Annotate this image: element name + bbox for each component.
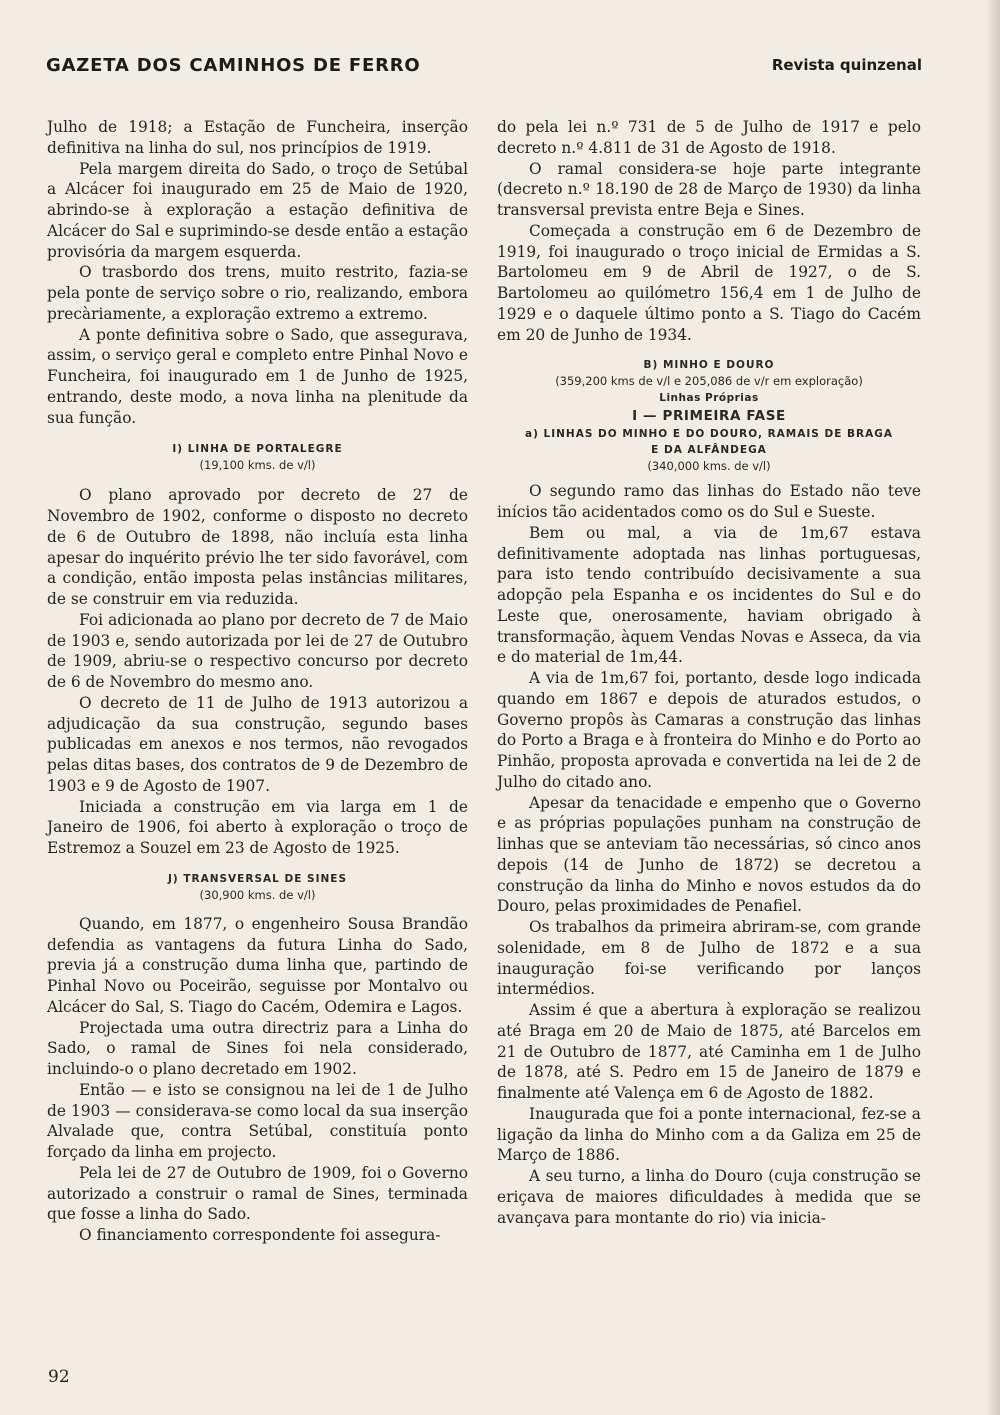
section-heading-minho-douro <box>497 357 921 475</box>
subsection-subtitle: (340,000 kms. de v/l) <box>647 459 771 474</box>
paragraph: O ramal considera-se hoje parte integrante (decreto n.º 18.190 de 28 de Março de 1930) da linha transversal prevista entre Beja e Sines. <box>497 159 921 219</box>
paragraph: Quando, em 1877, o engenheiro Sousa Brandão defendia as vantagens da futura Linha do Sado, previa já a construção duma linha que, partindo de Pinhal Novo ou Poceirão, seguisse por Montalvo ou Alcácer do Sal, S. Tiago do Cacém, Odemira e Lagos. <box>47 914 468 1016</box>
paragraph: Julho de 1918; a Estação de Funcheira, inserção definitiva na linha do sul, nos princípios de 1919. <box>47 118 468 157</box>
paragraph: O decreto de 11 de Julho de 1913 autorizou a adjudicação da sua construção, segundo bases publicadas em anexos e nos termos, não revogados pelas ditas bases, dos contratos de 9 de Dezembro de 1903 e 9 de Agosto de 1907. <box>47 693 468 795</box>
paragraph: Começada a construção em 6 de Dezembro de 1919, foi inaugurado o troço inicial de Ermidas a S. Bartolomeu em 9 de Abril de 1927, o de S. Bartolomeu ao quilómetro 156,4 em 1 de Julho de 1929 e o daquele último ponto a S. Tiago do Cacém em 20 de Junho de 1934. <box>497 221 921 344</box>
subsection-title-cont: E DA ALFÂNDEGA <box>651 444 767 457</box>
section-title: I) LINHA DE PORTALEGRE <box>172 443 343 456</box>
journal-subtitle: Revista quinzenal <box>771 56 922 74</box>
paragraph: Bem ou mal, a via de 1m,67 estava definitivamente adoptada nas linhas portuguesas, para isto tendo contribuído decisivamente a sua adopção pela Espanha e os incidentes do Sul e do Leste que, onerosamente, haviam obrigado à transformação, àquem Vendas Novas e Asseca, da via e do material de 1m,44. <box>497 523 921 667</box>
paragraph: O segundo ramo das linhas do Estado não teve inícios tão acidentados como os do Sul e Sueste. <box>497 482 921 521</box>
section-heading-portalegre <box>47 441 468 474</box>
journal-title: GAZETA DOS CAMINHOS DE FERRO <box>46 55 421 76</box>
right-column <box>497 117 921 1228</box>
page-number: 92 <box>48 1367 70 1387</box>
left-column <box>47 117 468 1246</box>
paragraph: A via de 1m,67 foi, portanto, desde logo indicada quando em 1867 e depois de aturados estudos, o Governo propôs às Camaras a construção das linhas do Porto a Braga e à fronteira do Minho e do Porto ao Pinhão, proposta aprovada e convertida na lei de 2 de Julho do citado ano. <box>497 669 921 791</box>
subsection-title: a) LINHAS DO MINHO E DO DOURO, RAMAIS DE BRAGA <box>525 428 893 441</box>
paragraph: Pela margem direita do Sado, o troço de Setúbal a Alcácer foi inaugurado em 25 de Maio de 1920, abrindo-se à exploração a estação definitiva de Alcácer do Sal e suprimindo-se desde então a estação provisória da margem esquerda. <box>47 159 468 261</box>
section-phase: I — PRIMEIRA FASE <box>632 408 786 425</box>
paragraph: O plano aprovado por decreto de 27 de Novembro de 1902, conforme o disposto no decreto de 6 de Outubro de 1898, não incluía esta linha apesar do inquérito prévio lhe ter sido favorável, com a condição, então imposta pelas instâncias militares, de se construir em via reduzida. <box>47 486 468 608</box>
paragraph: Os trabalhos da primeira abriram-se, com grande solenidade, em 8 de Julho de 1872 e a sua inauguração foi-se verificando por lanços intermédios. <box>497 918 921 999</box>
section-subtitle: (30,900 kms. de v/l) <box>199 887 316 902</box>
paragraph: Projectada uma outra directriz para a Linha do Sado, o ramal de Sines foi nela considerado, incluindo-o o plano decretado em 1902. <box>47 1018 468 1078</box>
paragraph: Apesar da tenacidade e empenho que o Governo e as próprias populações punham na construção de linhas que se anteviam tão necessárias, só cinco anos depois (14 de Junho de 1872) se decretou a construção da linha do Minho e novos estudos da do Douro, pelas proximidades de Penafiel. <box>497 793 921 916</box>
paragraph: Então — e isto se consignou na lei de 1 de Julho de 1903 — considerava-se como local da sua inserção Alvalade que, contra Setúbal, constituía ponto forçado da linha em projecto. <box>47 1080 468 1161</box>
paragraph: Assim é que a abertura à exploração se realizou até Braga em 20 de Maio de 1875, até Barcelos em 21 de Outubro de 1877, até Caminha em 1 de Julho de 1878, até S. Pedro em 15 de Janeiro de 1879 e finalmente até Valença em 6 de Agosto de 1882. <box>497 1001 921 1102</box>
paragraph: Pela lei de 27 de Outubro de 1909, foi o Governo autorizado a construir o ramal de Sines, terminada que fosse a linha do Sado. <box>47 1163 468 1224</box>
paragraph: A ponte definitiva sobre o Sado, que assegurava, assim, o serviço geral e completo entre Pinhal Novo e Funcheira, foi inaugurado em 1 de Junho de 1925, entrando, deste modo, a nova linha na plenitude da sua função. <box>47 325 468 427</box>
section-subtitle: (359,200 kms de v/l e 205,086 de v/r em exploração) <box>555 374 863 389</box>
paragraph: do pela lei n.º 731 de 5 de Julho de 1917 e pelo decreto n.º 4.811 de 31 de Agosto de 1918. <box>497 118 921 157</box>
paragraph: Iniciada a construção em via larga em 1 de Janeiro de 1906, foi aberto à exploração o troço de Estremoz a Souzel em 23 de Agosto de 1925. <box>47 797 468 857</box>
page-header <box>46 55 922 79</box>
paragraph: A seu turno, a linha do Douro (cuja construção se eriçava de maiores dificuldades à medida que se avançava para montante do rio) via inicia- <box>497 1167 921 1227</box>
paragraph: Foi adicionada ao plano por decreto de 7 de Maio de 1903 e, sendo autorizada por lei de 27 de Outubro de 1909, abriu-se o respectivo concurso por decreto de 6 de Novembro do mesmo ano. <box>47 610 468 691</box>
page-edge-shadow <box>986 0 1000 1415</box>
section-title: J) TRANSVERSAL DE SINES <box>167 872 348 885</box>
paragraph: O financiamento correspondente foi assegura- <box>79 1226 441 1244</box>
paragraph: Inaugurada que foi a ponte internacional, fez-se a ligação da linha do Minho com a da Galiza em 25 de Março de 1886. <box>497 1104 921 1165</box>
paragraph: O trasbordo dos trens, muito restrito, fazia-se pela ponte de serviço sobre o rio, realizando, embora precàriamente, a exploração extremo a extremo. <box>47 263 468 323</box>
section-subtitle: (19,100 kms. de v/l) <box>199 458 316 473</box>
section-heading-sines <box>47 871 468 904</box>
section-lines-label: Linhas Próprias <box>659 392 759 405</box>
section-title: B) MINHO E DOURO <box>643 359 775 372</box>
